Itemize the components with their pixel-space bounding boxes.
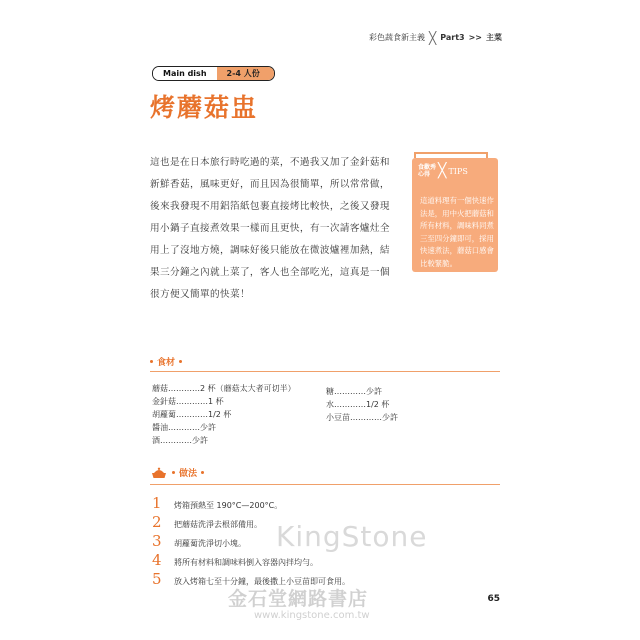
step-text: 將所有材料和調味料倒入容器內拌均勻。 — [174, 558, 318, 567]
step-number: 2 — [152, 513, 162, 531]
ingredient-item: 蘑菇…………2 杯（蘑菇太大者可切半） — [152, 384, 296, 393]
tips-cross-icon: ╳ — [438, 163, 447, 179]
step-text: 烤箱預熱至 190°C—200°C。 — [174, 501, 283, 510]
bullet-dot-icon — [179, 360, 182, 363]
tips-pot-lid — [414, 146, 488, 154]
header-section: 主菜 — [486, 33, 502, 42]
badge-category: Main dish — [153, 67, 217, 80]
tips-text: 這道料理有一個快速作法是，用中火把蘑菇和所有材料，調味料同煮三至四分鐘即可，採用快速煮法，蘑菇口感會比較緊脆。 — [420, 196, 494, 268]
method-step — [152, 551, 350, 570]
dish-badge — [152, 66, 275, 81]
header-part: Part3 — [440, 33, 465, 42]
ingredient-item: 金針菇…………1 杯 — [152, 397, 224, 406]
watermark-url: www.kingstone.com.tw — [254, 610, 370, 621]
tips-header — [418, 164, 468, 178]
watermark-name: 金石堂網路書店 — [228, 588, 369, 610]
ingredients-left-list — [152, 382, 296, 447]
step-number: 4 — [152, 551, 162, 569]
ingredients-right-list — [326, 385, 398, 424]
bullet-dot-icon — [172, 471, 175, 474]
step-number: 3 — [152, 532, 162, 550]
method-heading: 做法 — [150, 466, 204, 479]
ingredients-heading: 食材 — [150, 355, 182, 368]
header-cross-icon: ╳ — [428, 30, 437, 45]
ingredient-item: 水…………1/2 杯 — [326, 400, 390, 409]
intro-paragraph: 這也是在日本旅行時吃過的菜，不過我又加了金針菇和新鮮香菇，風味更好，而且因為很簡單，所以常常做，後來我發現不用鋁箔紙包裹直接烤比較快，之後又發現用小鍋子直接煮效果一樣而且更快，有一次請客爐灶全用上了沒地方燒，調味好後只能放在微波爐裡加熱，結果三分鐘之內就上菜了，客人也全部吃光，這真是一個很方便又簡單的快菜！ — [150, 157, 390, 300]
step-text: 把蘑菇洗淨去根部備用。 — [174, 520, 262, 529]
ingredient-item: 小豆苗…………少許 — [326, 413, 398, 422]
bullet-dot-icon — [201, 471, 204, 474]
badge-servings: 2-4 人份 — [217, 67, 274, 80]
tips-label: TIPS — [448, 166, 468, 176]
method-divider — [150, 484, 500, 485]
ingredient-item: 胡蘿蔔…………1/2 杯 — [152, 410, 232, 419]
step-number: 5 — [152, 570, 162, 588]
step-number: 1 — [152, 494, 162, 512]
ingredient-item: 糖…………少許 — [326, 387, 382, 396]
step-text: 放入烤箱七至十分鐘，最後撒上小豆苗即可食用。 — [174, 577, 350, 586]
pot-icon — [150, 467, 168, 479]
watermark-brand: KingStone — [276, 520, 428, 553]
ingredients-divider — [150, 371, 500, 372]
bullet-dot-icon — [150, 360, 153, 363]
header-arrow: >> — [468, 33, 482, 42]
page-number: 65 — [487, 594, 500, 604]
ingredient-item: 醬油…………少許 — [152, 423, 216, 432]
ingredient-item: 酒…………少許 — [152, 436, 208, 445]
tips-panel — [412, 158, 498, 272]
tips-logo: 食歡秀 心得 — [418, 164, 437, 178]
header-book-title: 彩色蔬食新主義 — [368, 33, 425, 42]
tips-box — [412, 146, 498, 272]
step-text: 胡蘿蔔洗淨切小塊。 — [174, 539, 246, 548]
recipe-title: 烤蘑菇盅 — [150, 93, 259, 122]
method-step — [152, 494, 350, 513]
running-header — [369, 32, 502, 43]
